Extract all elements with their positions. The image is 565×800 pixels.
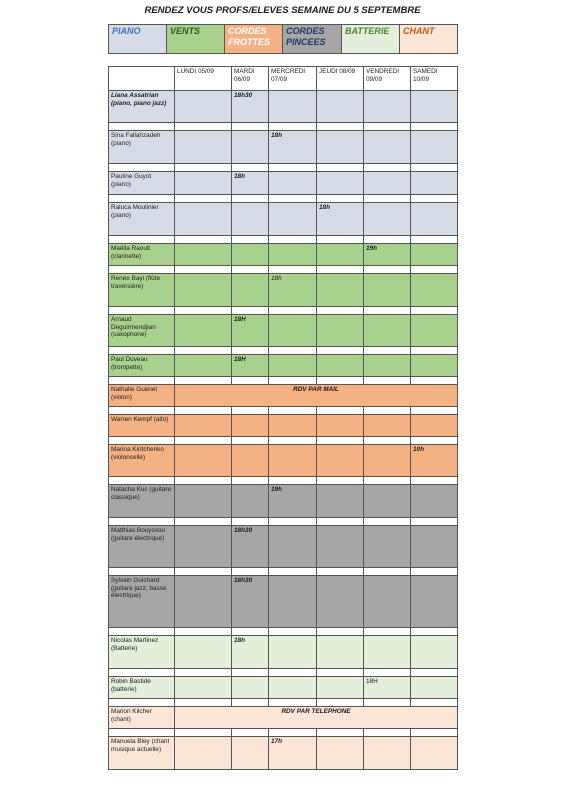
separator-cell	[317, 123, 364, 131]
empty-day-cell	[317, 576, 364, 628]
separator-cell	[317, 266, 364, 274]
separator-cell	[109, 407, 175, 415]
separator-cell	[109, 123, 175, 131]
empty-day-cell	[364, 445, 411, 477]
appointment-time: 10h	[411, 445, 458, 477]
separator-cell	[269, 307, 317, 315]
separator-cell	[411, 407, 458, 415]
schedule-row	[109, 172, 458, 195]
student-name: Renée Bayi (flûte traversière)	[109, 274, 175, 307]
separator-cell	[317, 699, 364, 707]
row-separator	[109, 164, 458, 172]
empty-day-cell	[317, 445, 364, 477]
schedule-row	[109, 707, 458, 729]
header-day: VENDREDI 09/09	[364, 67, 411, 91]
empty-day-cell	[364, 576, 411, 628]
separator-cell	[411, 377, 458, 385]
separator-cell	[364, 407, 411, 415]
separator-cell	[269, 437, 317, 445]
separator-cell	[232, 347, 269, 355]
appointment-time: 17h	[269, 737, 317, 770]
student-name: Robin Bastide (batterie)	[109, 677, 175, 699]
empty-day-cell	[175, 274, 232, 307]
appointment-time: 18h	[269, 131, 317, 164]
empty-day-cell	[269, 244, 317, 266]
separator-cell	[175, 437, 232, 445]
separator-cell	[411, 729, 458, 737]
separator-cell	[364, 377, 411, 385]
empty-day-cell	[317, 415, 364, 437]
separator-cell	[411, 164, 458, 172]
empty-day-cell	[411, 415, 458, 437]
empty-day-cell	[269, 636, 317, 669]
student-name: Sylvain Guichard (guitare jazz, basse électrique)	[109, 576, 175, 628]
schedule-row	[109, 203, 458, 236]
student-name: Liana Assatrian (piano, piano jazz)	[109, 91, 175, 123]
empty-day-cell	[175, 131, 232, 164]
separator-cell	[175, 347, 232, 355]
appointment-time: 18h30	[232, 526, 269, 568]
empty-day-cell	[232, 677, 269, 699]
empty-day-cell	[364, 355, 411, 377]
schedule-row	[109, 244, 458, 266]
separator-cell	[175, 266, 232, 274]
empty-day-cell	[232, 445, 269, 477]
appointment-time: 18H	[364, 677, 411, 699]
separator-cell	[109, 437, 175, 445]
schedule-row	[109, 485, 458, 518]
separator-cell	[269, 236, 317, 244]
legend-batterie: BATTERIE	[342, 25, 400, 54]
empty-day-cell	[411, 737, 458, 770]
separator-cell	[364, 568, 411, 576]
schedule-row	[109, 636, 458, 669]
separator-cell	[269, 628, 317, 636]
header-day: MERCREDI 07/09	[269, 67, 317, 91]
header-day: LUNDI 05/09	[175, 67, 232, 91]
schedule-row	[109, 355, 458, 377]
empty-day-cell	[175, 576, 232, 628]
separator-cell	[109, 628, 175, 636]
empty-day-cell	[317, 677, 364, 699]
row-separator	[109, 437, 458, 445]
separator-cell	[269, 477, 317, 485]
header-student	[109, 67, 175, 91]
empty-day-cell	[364, 636, 411, 669]
empty-day-cell	[175, 485, 232, 518]
empty-day-cell	[175, 355, 232, 377]
empty-day-cell	[269, 576, 317, 628]
student-name: Paul Duveau (trompette)	[109, 355, 175, 377]
separator-cell	[317, 377, 364, 385]
separator-cell	[269, 699, 317, 707]
contact-note: RDV PAR TELEPHONE	[175, 707, 458, 729]
empty-day-cell	[411, 526, 458, 568]
separator-cell	[175, 164, 232, 172]
empty-day-cell	[364, 737, 411, 770]
empty-day-cell	[317, 636, 364, 669]
separator-cell	[411, 437, 458, 445]
separator-cell	[232, 164, 269, 172]
separator-cell	[269, 164, 317, 172]
empty-day-cell	[411, 315, 458, 347]
legend-cordes-frottes: CORDES FROTTES	[225, 25, 283, 54]
separator-cell	[411, 347, 458, 355]
empty-day-cell	[269, 203, 317, 236]
empty-day-cell	[411, 636, 458, 669]
empty-day-cell	[175, 203, 232, 236]
schedule-row	[109, 315, 458, 347]
separator-cell	[364, 729, 411, 737]
empty-day-cell	[175, 636, 232, 669]
student-name: Marina Kiritchenko (violoncelle)	[109, 445, 175, 477]
separator-cell	[109, 669, 175, 677]
separator-cell	[317, 568, 364, 576]
separator-cell	[317, 347, 364, 355]
empty-day-cell	[317, 91, 364, 123]
empty-day-cell	[232, 131, 269, 164]
schedule-row	[109, 91, 458, 123]
empty-day-cell	[175, 172, 232, 195]
legend-piano: PIANO	[109, 25, 167, 54]
separator-cell	[317, 518, 364, 526]
empty-day-cell	[411, 576, 458, 628]
separator-cell	[232, 266, 269, 274]
separator-cell	[175, 307, 232, 315]
schedule-row	[109, 526, 458, 568]
row-separator	[109, 195, 458, 203]
schedule-row	[109, 274, 458, 307]
schedule-row	[109, 445, 458, 477]
empty-day-cell	[317, 131, 364, 164]
separator-cell	[109, 236, 175, 244]
separator-cell	[364, 628, 411, 636]
separator-cell	[317, 729, 364, 737]
schedule-row	[109, 737, 458, 770]
empty-day-cell	[411, 172, 458, 195]
student-name: Raluca Moulinier (piano)	[109, 203, 175, 236]
student-name: Natacha Kuc (guitare classique)	[109, 485, 175, 518]
empty-day-cell	[269, 355, 317, 377]
row-separator	[109, 307, 458, 315]
separator-cell	[317, 164, 364, 172]
separator-cell	[175, 123, 232, 131]
row-separator	[109, 568, 458, 576]
separator-cell	[317, 477, 364, 485]
empty-day-cell	[232, 244, 269, 266]
separator-cell	[269, 195, 317, 203]
separator-cell	[411, 266, 458, 274]
empty-day-cell	[269, 172, 317, 195]
empty-day-cell	[317, 485, 364, 518]
empty-day-cell	[317, 526, 364, 568]
separator-cell	[109, 195, 175, 203]
row-separator	[109, 347, 458, 355]
separator-cell	[232, 477, 269, 485]
empty-day-cell	[269, 526, 317, 568]
empty-day-cell	[411, 244, 458, 266]
separator-cell	[364, 123, 411, 131]
empty-day-cell	[175, 315, 232, 347]
header-day: MARDI 06/09	[232, 67, 269, 91]
appointment-time: 19h	[269, 485, 317, 518]
separator-cell	[317, 628, 364, 636]
separator-cell	[411, 628, 458, 636]
separator-cell	[269, 377, 317, 385]
separator-cell	[175, 195, 232, 203]
separator-cell	[317, 407, 364, 415]
student-name: Nathalie Guenet (violon)	[109, 385, 175, 407]
empty-day-cell	[232, 737, 269, 770]
separator-cell	[411, 195, 458, 203]
separator-cell	[411, 236, 458, 244]
empty-day-cell	[317, 274, 364, 307]
separator-cell	[364, 307, 411, 315]
separator-cell	[317, 669, 364, 677]
header-day: SAMEDI 10/09	[411, 67, 458, 91]
row-separator	[109, 729, 458, 737]
separator-cell	[232, 518, 269, 526]
appointment-time: 19h	[364, 244, 411, 266]
empty-day-cell	[411, 91, 458, 123]
separator-cell	[109, 699, 175, 707]
student-name: Nicolas Martinez (Batterie)	[109, 636, 175, 669]
empty-day-cell	[175, 244, 232, 266]
separator-cell	[411, 123, 458, 131]
empty-day-cell	[175, 415, 232, 437]
separator-cell	[364, 236, 411, 244]
separator-cell	[317, 236, 364, 244]
separator-cell	[232, 699, 269, 707]
legend-chant: CHANT	[400, 25, 458, 54]
empty-day-cell	[175, 526, 232, 568]
separator-cell	[364, 266, 411, 274]
empty-day-cell	[411, 355, 458, 377]
row-separator	[109, 236, 458, 244]
separator-cell	[175, 669, 232, 677]
schedule-table	[108, 66, 458, 770]
header-day: JEUDI 08/09	[317, 67, 364, 91]
empty-day-cell	[364, 415, 411, 437]
separator-cell	[411, 568, 458, 576]
row-separator	[109, 123, 458, 131]
category-legend	[108, 24, 458, 54]
row-separator	[109, 628, 458, 636]
student-name: Maëlla Raoult (clarinette)	[109, 244, 175, 266]
empty-day-cell	[269, 315, 317, 347]
schedule-row	[109, 131, 458, 164]
header-row	[109, 67, 458, 91]
separator-cell	[364, 164, 411, 172]
empty-day-cell	[317, 244, 364, 266]
appointment-time: 18h30	[232, 91, 269, 123]
separator-cell	[232, 195, 269, 203]
empty-day-cell	[364, 315, 411, 347]
separator-cell	[269, 347, 317, 355]
separator-cell	[175, 407, 232, 415]
appointment-time: 18h	[232, 172, 269, 195]
separator-cell	[364, 518, 411, 526]
separator-cell	[317, 195, 364, 203]
student-name: Matthias Bouyssou (guitare électrique)	[109, 526, 175, 568]
contact-note: RDV PAR MAIL	[175, 385, 458, 407]
separator-cell	[269, 407, 317, 415]
separator-cell	[175, 568, 232, 576]
row-separator	[109, 377, 458, 385]
empty-day-cell	[232, 274, 269, 307]
separator-cell	[411, 307, 458, 315]
separator-cell	[109, 266, 175, 274]
empty-day-cell	[317, 172, 364, 195]
separator-cell	[232, 377, 269, 385]
student-name: Sina Fallahzadeh (piano)	[109, 131, 175, 164]
separator-cell	[175, 699, 232, 707]
empty-day-cell	[364, 91, 411, 123]
appointment-time: 18h	[317, 203, 364, 236]
empty-day-cell	[364, 172, 411, 195]
empty-day-cell	[269, 91, 317, 123]
schedule-row	[109, 385, 458, 407]
empty-day-cell	[269, 445, 317, 477]
separator-cell	[364, 699, 411, 707]
student-name: Marion Kilcher (chant)	[109, 707, 175, 729]
separator-cell	[175, 377, 232, 385]
appointment-time: 18h	[232, 636, 269, 669]
empty-day-cell	[411, 203, 458, 236]
empty-day-cell	[364, 131, 411, 164]
separator-cell	[232, 669, 269, 677]
empty-day-cell	[411, 274, 458, 307]
appointment-time: 18h	[269, 274, 317, 307]
page-title: RENDEZ VOUS PROFS/ELEVES SEMAINE DU 5 SEPTEMBRE	[144, 5, 421, 16]
empty-day-cell	[232, 485, 269, 518]
separator-cell	[232, 628, 269, 636]
row-separator	[109, 477, 458, 485]
separator-cell	[232, 236, 269, 244]
separator-cell	[269, 266, 317, 274]
row-separator	[109, 266, 458, 274]
separator-cell	[364, 477, 411, 485]
separator-cell	[317, 307, 364, 315]
empty-day-cell	[411, 677, 458, 699]
separator-cell	[411, 699, 458, 707]
student-name: Manuela Bley (chant musique actuelle)	[109, 737, 175, 770]
schedule-row	[109, 677, 458, 699]
legend-cordes-pincees: CORDES PINCEES	[283, 25, 342, 54]
row-separator	[109, 407, 458, 415]
separator-cell	[175, 236, 232, 244]
row-separator	[109, 518, 458, 526]
separator-cell	[232, 568, 269, 576]
empty-day-cell	[232, 415, 269, 437]
empty-day-cell	[317, 355, 364, 377]
empty-day-cell	[364, 485, 411, 518]
separator-cell	[269, 518, 317, 526]
schedule-row	[109, 415, 458, 437]
empty-day-cell	[364, 526, 411, 568]
separator-cell	[109, 518, 175, 526]
separator-cell	[175, 518, 232, 526]
empty-day-cell	[269, 677, 317, 699]
separator-cell	[232, 407, 269, 415]
separator-cell	[232, 123, 269, 131]
separator-cell	[411, 477, 458, 485]
empty-day-cell	[232, 203, 269, 236]
student-name: Arnaud Deguirmendjian (saxophone)	[109, 315, 175, 347]
separator-cell	[317, 437, 364, 445]
separator-cell	[109, 164, 175, 172]
separator-cell	[364, 669, 411, 677]
separator-cell	[269, 568, 317, 576]
legend-vents: VENTS	[167, 25, 225, 54]
separator-cell	[232, 437, 269, 445]
separator-cell	[269, 123, 317, 131]
separator-cell	[175, 477, 232, 485]
separator-cell	[175, 628, 232, 636]
row-separator	[109, 699, 458, 707]
student-name: Pauline Guyot (piano)	[109, 172, 175, 195]
appointment-time: 18h30	[232, 576, 269, 628]
separator-cell	[109, 347, 175, 355]
appointment-time: 18H	[232, 315, 269, 347]
empty-day-cell	[175, 445, 232, 477]
empty-day-cell	[175, 91, 232, 123]
student-name: Warren Kempf (alto)	[109, 415, 175, 437]
separator-cell	[109, 377, 175, 385]
separator-cell	[109, 568, 175, 576]
separator-cell	[364, 195, 411, 203]
empty-day-cell	[364, 274, 411, 307]
separator-cell	[269, 669, 317, 677]
separator-cell	[109, 477, 175, 485]
separator-cell	[364, 347, 411, 355]
separator-cell	[269, 729, 317, 737]
appointment-time: 18H	[232, 355, 269, 377]
separator-cell	[364, 437, 411, 445]
separator-cell	[232, 307, 269, 315]
separator-cell	[175, 729, 232, 737]
separator-cell	[411, 669, 458, 677]
empty-day-cell	[411, 131, 458, 164]
separator-cell	[109, 307, 175, 315]
separator-cell	[411, 518, 458, 526]
separator-cell	[232, 729, 269, 737]
empty-day-cell	[317, 737, 364, 770]
empty-day-cell	[175, 737, 232, 770]
row-separator	[109, 669, 458, 677]
empty-day-cell	[411, 485, 458, 518]
empty-day-cell	[364, 203, 411, 236]
empty-day-cell	[269, 415, 317, 437]
schedule-row	[109, 576, 458, 628]
empty-day-cell	[175, 677, 232, 699]
separator-cell	[109, 729, 175, 737]
empty-day-cell	[317, 315, 364, 347]
